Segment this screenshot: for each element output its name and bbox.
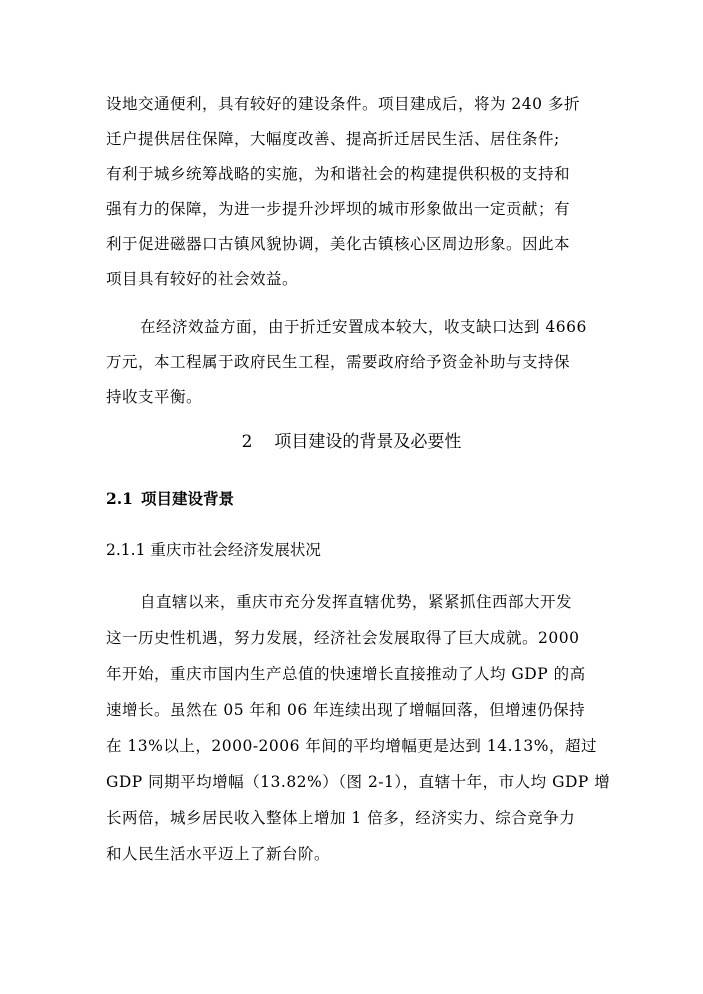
- text-line: 自直辖以来，重庆市充分发挥直辖优势，紧紧抓住西部大开发: [140, 593, 573, 611]
- text-line: 长两倍，城乡居民收入整体上增加 1 倍多，经济实力、综合竞争力: [106, 809, 576, 827]
- text-line: 万元，本工程属于政府民生工程，需要政府给予资金补助与支持保: [106, 353, 571, 371]
- section-title: 项目建设背景: [140, 489, 234, 508]
- section-heading: [106, 489, 234, 509]
- chapter-title: 项目建设的背景及必要性: [274, 432, 462, 452]
- text-line: GDP 同期平均增幅（13.82%）（图 2-1），直辖十年，市人均 GDP 增: [106, 773, 611, 791]
- text-line: 速增长。虽然在 05 年和 06 年连续出现了增幅回落，但增速仍保持: [106, 701, 586, 719]
- text-line: 在经济效益方面，由于折迁安置成本较大，收支缺口达到 4666: [140, 318, 587, 336]
- text-line: 强有力的保障，为进一步提升沙坪坝的城市形象做出一定贡献；有: [106, 200, 571, 218]
- text-line: 和人民生活水平迈上了新台阶。: [106, 845, 331, 863]
- text-line: 迁户提供居住保障，大幅度改善、提高折迁居民生活、居住条件;: [106, 130, 560, 148]
- text-line: 设地交通便利，具有较好的建设条件。项目建成后，将为 240 多折: [106, 95, 580, 113]
- chapter-heading: [0, 431, 703, 453]
- subsection-heading: 2.1.1 重庆市社会经济发展状况: [106, 541, 321, 559]
- text-line: 在 13%以上，2000-2006 年间的平均增幅更是达到 14.13%，超过: [106, 737, 597, 755]
- text-line: 持收支平衡。: [106, 388, 203, 406]
- text-line: 有利于城乡统筹战略的实施，为和谐社会的构建提供积极的支持和: [106, 165, 571, 183]
- text-line: 项目具有较好的社会效益。: [106, 270, 299, 288]
- text-line: 利于促进磁器口古镇风貌协调，美化古镇核心区周边形象。因此本: [106, 235, 571, 253]
- text-line: 这一历史性机遇，努力发展，经济社会发展取得了巨大成就。2000: [106, 629, 580, 647]
- text-line: 年开始，重庆市国内生产总值的快速增长直接推动了人均 GDP 的高: [106, 665, 586, 683]
- section-number: 2.1: [106, 489, 133, 508]
- chapter-number: 2: [241, 432, 253, 452]
